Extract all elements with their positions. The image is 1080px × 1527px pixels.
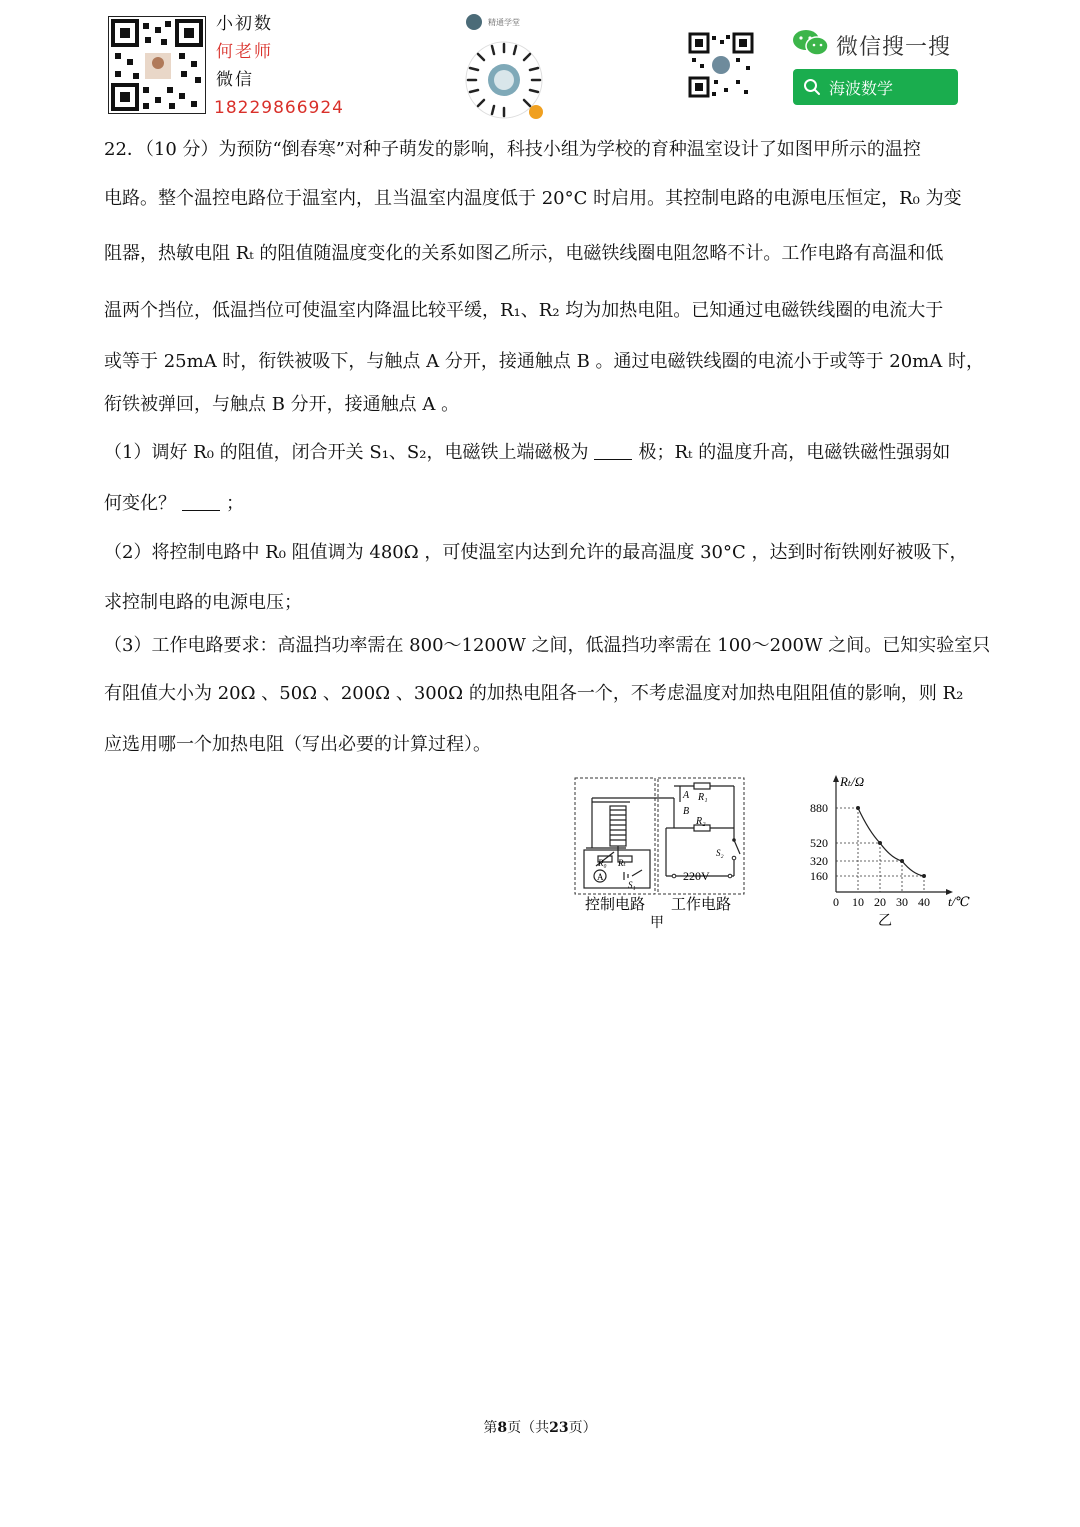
teacher-line1: 小初数: [216, 14, 273, 34]
chart-xlabel: t/℃: [948, 894, 970, 909]
part1-line2: [104, 492, 244, 516]
ammeter-label: A: [597, 872, 604, 882]
s1-label: S₁: [628, 880, 636, 890]
part3-line1: （3）工作电路要求：高温挡功率需在 800～1200W 之间，低温挡功率需在 100～200W 之间。已知实验室只: [104, 635, 991, 656]
footer-suffix: 页）: [568, 1420, 597, 1436]
mini-program-label: 精通学堂: [488, 18, 520, 27]
teacher-line3: 微信: [216, 70, 254, 90]
chart-x-tick-label: 40: [918, 895, 930, 909]
rt-temperature-chart: [800, 770, 980, 932]
control-circuit-label: 控制电路: [585, 897, 646, 913]
wechat-logo-icon: [792, 28, 830, 58]
r0-label: R₀: [598, 858, 607, 868]
chart-x-tick-label: 0: [833, 895, 839, 909]
answer-blank-pole[interactable]: [594, 441, 632, 460]
teacher-line2: 何老师: [216, 42, 273, 62]
chart-y-tick-label: 320: [810, 854, 828, 868]
chart-ylabel: Rₜ/Ω: [840, 774, 865, 789]
part1-text-d: ；: [226, 493, 244, 514]
rt-label: Rₜ: [618, 858, 626, 868]
chart-point: [878, 841, 882, 845]
part1-text-c: 何变化？: [104, 493, 176, 514]
question-line-1: 22．（10 分）为预防“倒春寒”对种子萌发的影响，科技小组为学校的育种温室设计了如图甲所示的温控: [104, 139, 921, 160]
chart-x-tick-label: 30: [896, 895, 908, 909]
part1-line1: [104, 441, 950, 465]
question-line-2: 电路。整个温控电路位于温室内，且当温室内温度低于 20°C 时启用。其控制电路的电源电压恒定，R₀ 为变: [104, 188, 962, 209]
r2-label: R₂: [696, 816, 706, 827]
chart-y-tick-label: 880: [810, 801, 828, 815]
part3-line3: 应选用哪一个加热电阻（写出必要的计算过程）。: [104, 734, 491, 755]
teacher-phone: 18229866924: [214, 98, 344, 118]
figure-jia-caption: 甲: [650, 916, 664, 931]
wechat-search-title: 微信搜一搜: [836, 34, 952, 59]
chart-x-tick-label: 20: [874, 895, 886, 909]
chart-point: [856, 806, 860, 810]
chart-x-tick-label: 10: [852, 895, 864, 909]
footer-page-number: 8: [497, 1420, 508, 1436]
mini-program-code: [464, 40, 544, 120]
part2-line1: （2）将控制电路中 R₀ 阻值调为 480Ω ，可使温室内达到允许的最高温度 30°C ，达到时衔铁刚好被吸下，: [104, 542, 968, 563]
chart-y-tick-label: 520: [810, 836, 828, 850]
page-footer: [0, 1417, 1080, 1437]
contact-a-label: A: [683, 790, 690, 801]
circuit-diagram: [570, 772, 750, 932]
voltage-label: 220V: [683, 869, 710, 883]
answer-blank-magnetism[interactable]: [182, 492, 220, 511]
wechat-search-text: 海波数学: [829, 78, 894, 98]
part1-text-b: 极；Rₜ 的温度升高，电磁铁磁性强弱如: [638, 442, 951, 463]
search-icon: [803, 78, 821, 96]
r1-label: R₁: [698, 792, 708, 803]
part3-line2: 有阻值大小为 20Ω 、50Ω 、200Ω 、300Ω 的加热电阻各一个，不考虑温度对加热电阻阻值的影响，则 R₂: [104, 683, 964, 704]
footer-total-pages: 23: [549, 1420, 569, 1436]
footer-prefix: 第: [483, 1420, 498, 1436]
question-line-3: 阻器，热敏电阻 Rₜ 的阻值随温度变化的关系如图乙所示，电磁铁线圈电阻忽略不计。工作电路有高温和低: [104, 243, 944, 264]
chart-curve: [858, 808, 924, 876]
question-line-5: 或等于 25mA 时，衔铁被吸下，与触点 A 分开，接通触点 B 。通过电磁铁线圈的电流小于或等于 20mA 时，: [104, 351, 984, 372]
qr-code-teacher: [108, 16, 206, 114]
contact-b-label: B: [683, 806, 690, 817]
part1-text-a: （1）调好 R₀ 的阻值，闭合开关 S₁、S₂，电磁铁上端磁极为: [104, 442, 589, 463]
wechat-search-box[interactable]: [793, 69, 958, 105]
mini-program-logo: [466, 14, 482, 30]
chart-point: [922, 874, 926, 878]
chart-y-arrow: [833, 775, 839, 782]
qr-code-official: [688, 32, 754, 98]
chart-caption: 乙: [878, 914, 892, 929]
part2-line2: 求控制电路的电源电压；: [104, 592, 302, 613]
chart-point: [900, 859, 904, 863]
footer-mid: 页（共: [507, 1420, 550, 1436]
chart-y-tick-label: 160: [810, 869, 828, 883]
work-circuit-label: 工作电路: [671, 897, 732, 913]
question-line-6: 衔铁被弹回，与触点 B 分开，接通触点 A 。: [104, 394, 460, 415]
question-line-4: 温两个挡位，低温挡位可使温室内降温比较平缓，R₁、R₂ 均为加热电阻。已知通过电磁铁线圈的电流大于: [104, 300, 944, 321]
s2-label: S₂: [716, 848, 724, 858]
